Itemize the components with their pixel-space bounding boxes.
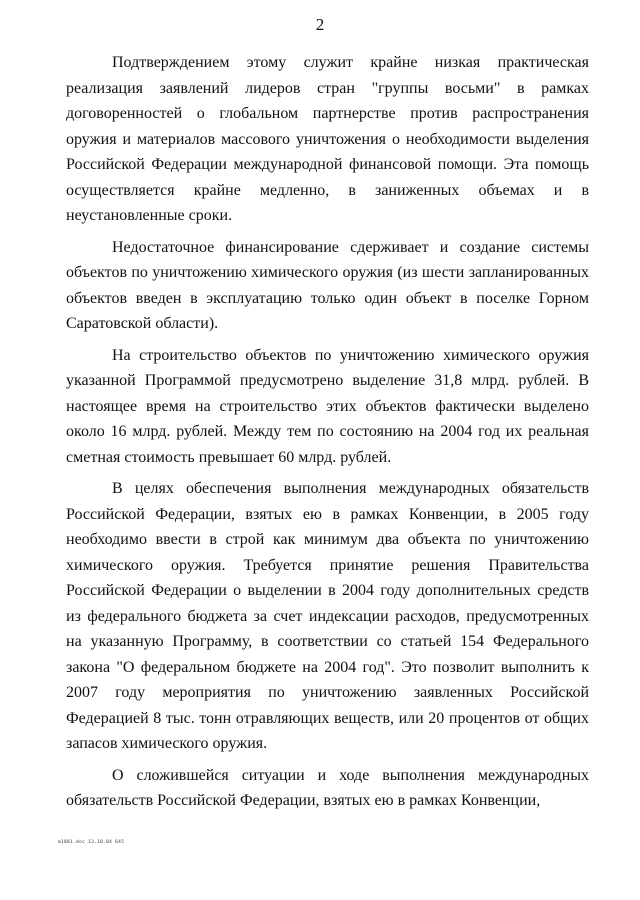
- document-footer-code: m1881.doc 13.10.04 645: [58, 840, 125, 845]
- document-body: [66, 50, 589, 820]
- paragraph: Недостаточное финансирование сдерживает и создание системы объектов по уничтожению химического оружия (из шести запланированных объектов введен в эксплуатацию только один объект в поселке Горном Саратовской области).: [66, 238, 589, 332]
- paragraph: О сложившейся ситуации и ходе выполнения международных обязательств Российской Федерации, взятых ею в рамках Конвенции,: [66, 766, 589, 809]
- paragraph: Подтверждением этому служит крайне низкая практическая реализация заявлений лидеров стран "группы восьми" в рамках договоренностей о глобальном партнерстве против распространения оружия и материалов массового уничтожения о необходимости выделения Российской Федерации международной финансовой помощи. Эта помощь осуществляется крайне медленно, в заниженных объемах и в неустановленные сроки.: [66, 54, 589, 224]
- paragraph: В целях обеспечения выполнения международных обязательств Российской Федерации, взятых ею в рамках Конвенции, в 2005 году необходимо ввести в строй как минимум два объекта по уничтожению химического оружия. Требуется принятие решения Правительства Российской Федерации о выделении в 2004 году дополнительных средств из федерального бюджета за счет индексации расходов, предусмотренных на указанную Программу, в соответствии со статьей 154 Федерального закона "О федеральном бюджете на 2004 год". Это позволит выполнить к 2007 году мероприятия по уничтожению заявленных Российской Федерацией 8 тыс. тонн отравляющих веществ, или 20 процентов от общих запасов химического оружия.: [66, 480, 589, 752]
- page-number: 2: [315, 15, 325, 34]
- paragraph: На строительство объектов по уничтожению химического оружия указанной Программой предусмотрено выделение 31,8 млрд. рублей. В настоящее время на строительство этих объектов фактически выделено около 16 млрд. рублей. Между тем по состоянию на 2004 год их реальная сметная стоимость превышает 60 млрд. рублей.: [66, 346, 589, 466]
